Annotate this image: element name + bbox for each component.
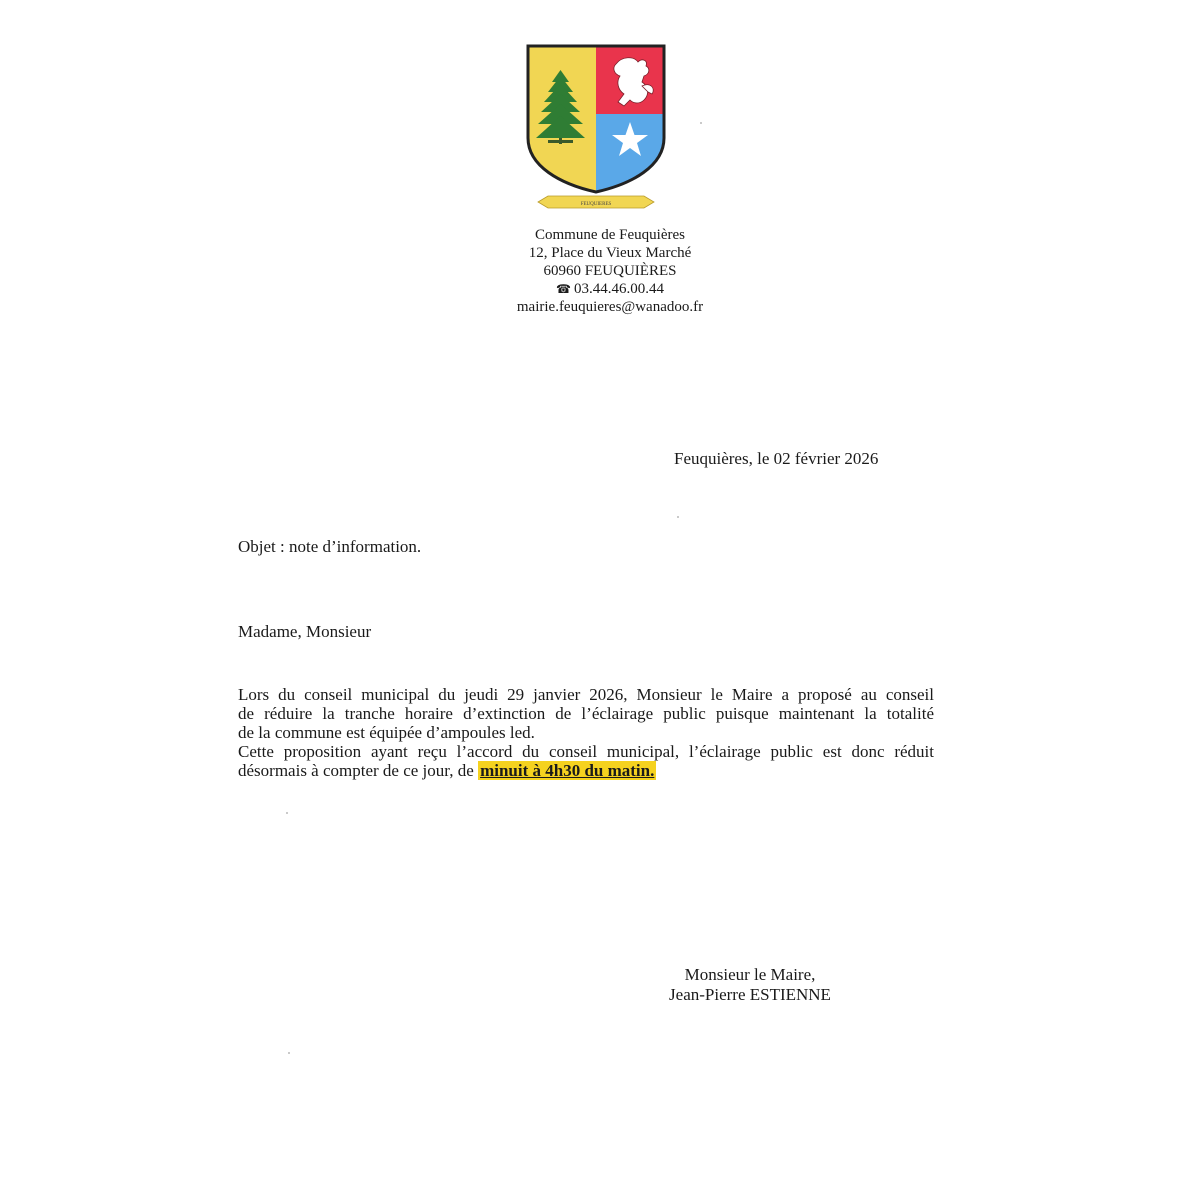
commune-address: 12, Place du Vieux Marché	[528, 245, 692, 261]
greeting: Madame, Monsieur	[238, 622, 372, 641]
subject-line: Objet : note d’information.	[238, 537, 422, 556]
signature-title: Monsieur le Maire,	[684, 965, 816, 984]
body-line: de réduire la tranche horaire d’extinction de l’éclairage public puisque maintenant la totalité	[238, 704, 934, 723]
signature-block	[630, 965, 870, 1005]
scan-speck	[286, 812, 288, 814]
commune-name: Commune de Feuquières	[535, 227, 685, 243]
scan-speck	[677, 516, 679, 518]
body-line-final	[238, 761, 934, 780]
body-line: de la commune est équipée d’ampoules led.	[238, 723, 535, 742]
signature-name: Jean-Pierre ESTIENNE	[669, 985, 831, 1004]
date-line: Feuquières, le 02 février 2026	[674, 449, 879, 468]
commune-phone-line	[460, 280, 760, 298]
body-line: Cette proposition ayant reçu l’accord du conseil municipal, l’éclairage public est donc réduit	[238, 742, 934, 761]
commune-email: mairie.feuquieres@wanadoo.fr	[516, 299, 704, 315]
letter-body	[238, 685, 934, 780]
letterhead	[460, 226, 760, 316]
scan-speck	[288, 1052, 290, 1054]
highlighted-schedule: minuit à 4h30 du matin.	[480, 761, 655, 780]
commune-phone: 03.44.46.00.44	[573, 281, 664, 297]
crest-banner-text: FEUQUIERES	[580, 202, 612, 207]
body-line: Lors du conseil municipal du jeudi 29 janvier 2026, Monsieur le Maire a proposé au conseil	[238, 685, 934, 704]
scan-speck	[700, 122, 702, 124]
phone-icon: ☎	[556, 282, 571, 296]
body-line-prefix: désormais à compter de ce jour, de	[238, 761, 474, 780]
coat-of-arms-logo	[524, 42, 668, 214]
commune-city: 60960 FEUQUIÈRES	[543, 263, 677, 279]
